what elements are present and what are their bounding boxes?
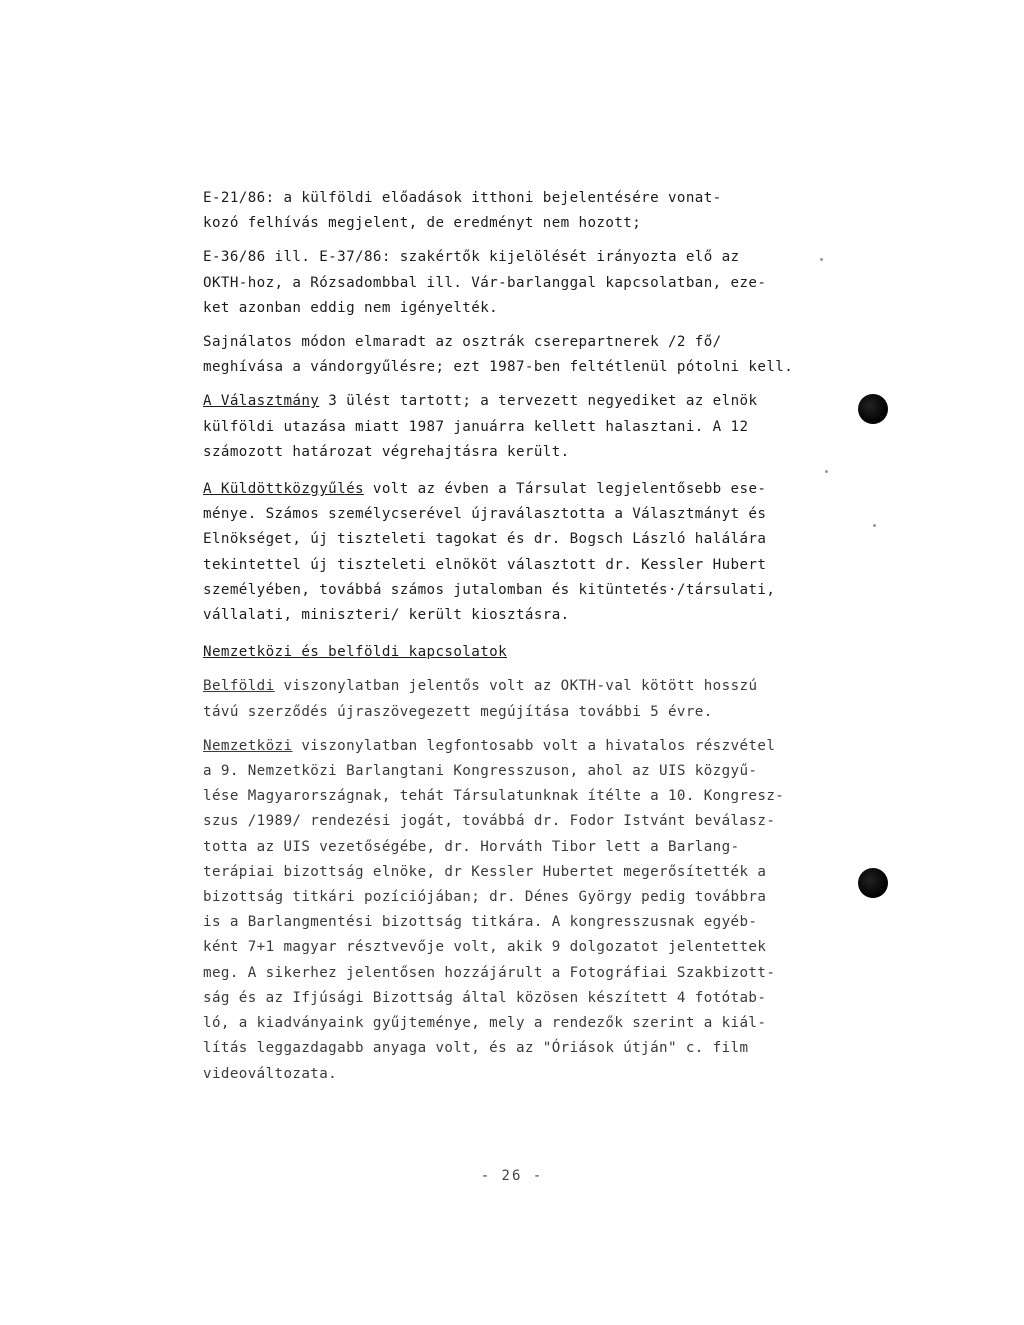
text-line — [203, 477, 863, 502]
paragraph-belfoldi — [203, 674, 863, 724]
text-line: lítás leggazdagabb anyaga volt, és az "Óriások útján" c. film — [203, 1040, 749, 1057]
page-number: - 26 - — [480, 1168, 544, 1184]
text-line: videováltozata. — [203, 1065, 338, 1082]
text-line: bizottság titkári pozíciójában; dr. Dénes György pedig továbbra — [203, 889, 767, 906]
text-line: tekintettel új tiszteleti elnököt választott dr. Kessler Hubert — [203, 556, 767, 573]
underlined-term: Nemzetközi — [203, 737, 293, 754]
text-line: meg. A sikerhez jelentősen hozzájárult a Fotográfiai Szakbizott- — [203, 964, 776, 981]
text-line: OKTH-hoz, a Rózsadombbal ill. Vár-barlanggal kapcsolatban, eze- — [203, 274, 767, 291]
paragraph-e21 — [203, 186, 863, 236]
paragraph-valasztmany — [203, 389, 863, 465]
text-line — [203, 674, 863, 699]
text-line: Elnökséget, új tiszteleti tagokat és dr. Bogsch László halálára — [203, 531, 767, 548]
paragraph-austrian-partners — [203, 330, 863, 380]
text-run: viszonylatban jelentős volt az OKTH-val kötött hosszú — [274, 678, 758, 695]
text-run: viszonylatban legfontosabb volt a hivatalos részvétel — [292, 737, 776, 754]
text-run: volt az évben a Társulat legjelentősebb ese- — [363, 481, 767, 498]
document-page — [203, 186, 863, 1087]
paragraph-e36-e37 — [203, 245, 863, 321]
section-heading: Nemzetközi és belföldi kapcsolatok — [203, 644, 508, 661]
underlined-term: A Küldöttközgyűlés — [203, 481, 364, 498]
text-line — [203, 734, 863, 759]
text-line: távú szerződés újraszövegezett megújítása további 5 évre. — [203, 703, 713, 720]
underlined-term: Belföldi — [203, 678, 275, 695]
text-line: terápiai bizottság elnöke, dr Kessler Hubertet megerősítették a — [203, 863, 767, 880]
underlined-term: A Választmány — [203, 393, 320, 410]
text-line: E-36/86 ill. E-37/86: szakértők kijelölését irányozta elő az — [203, 249, 740, 266]
text-line: a 9. Nemzetközi Barlangtani Kongresszuson, ahol az UIS közgyű- — [203, 763, 758, 780]
punch-hole — [858, 394, 888, 424]
scan-speck — [820, 258, 823, 261]
text-line: számozott határozat végrehajtásra került. — [203, 443, 570, 460]
text-line: kozó felhívás megjelent, de eredményt nem hozott; — [203, 215, 642, 232]
text-line: külföldi utazása miatt 1987 januárra kellett halasztani. A 12 — [203, 418, 749, 435]
text-line: Sajnálatos módon elmaradt az osztrák cserepartnerek /2 fő/ — [203, 334, 722, 351]
text-line: ló, a kiadványaink gyűjteménye, mely a rendezők szerint a kiál- — [203, 1015, 767, 1032]
punch-hole — [858, 868, 888, 898]
text-line — [203, 389, 863, 414]
scan-speck — [873, 524, 876, 527]
text-line: meghívása a vándorgyűlésre; ezt 1987-ben feltétlenül pótolni kell. — [203, 359, 794, 376]
text-line: személyében, továbbá számos jutalomban és kitüntetés·/társulati, — [203, 581, 776, 598]
paragraph-kuldottkozgyules — [203, 477, 863, 628]
text-line: ménye. Számos személycserével újraválasztotta a Választmányt és — [203, 506, 767, 523]
paragraph-nemzetkozi — [203, 734, 863, 1087]
text-line: totta az UIS vezetőségébe, dr. Horváth Tibor lett a Barlang- — [203, 838, 740, 855]
text-line: vállalati, miniszteri/ került kiosztásra. — [203, 607, 570, 624]
text-line: lése Magyarországnak, tehát Társulatunknak ítélte a 10. Kongresz- — [203, 788, 785, 805]
text-line: ság és az Ifjúsági Bizottság által közösen készített 4 fotótab- — [203, 989, 767, 1006]
text-line: ket azonban eddig nem igényelték. — [203, 299, 499, 316]
text-line: ként 7+1 magyar résztvevője volt, akik 9 dolgozatot jelentettek — [203, 939, 767, 956]
scan-speck — [825, 470, 828, 473]
text-run: 3 ülést tartott; a tervezett negyediket az elnök — [319, 393, 758, 410]
text-line: E-21/86: a külföldi előadások itthoni bejelentésére vonat- — [203, 190, 722, 206]
text-line: szus /1989/ rendezési jogát, továbbá dr. Fodor Istvánt beválasz- — [203, 813, 776, 830]
text-line: is a Barlangmentési bizottság titkára. A kongresszusnak egyéb- — [203, 914, 758, 931]
